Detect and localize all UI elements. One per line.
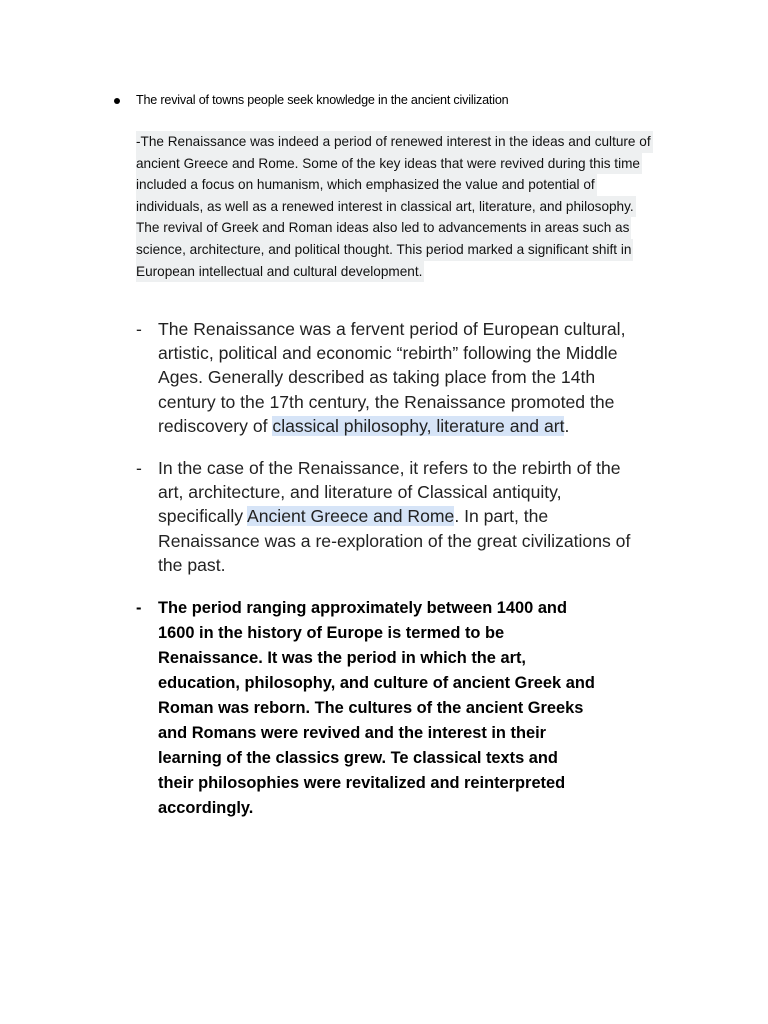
dash-item-text bbox=[158, 596, 688, 821]
paragraph-line: individuals, as well as a renewed interest in classical art, literature, and philosophy. bbox=[136, 196, 636, 218]
summary-paragraph bbox=[136, 131, 696, 282]
paragraph-line: ancient Greece and Rome. Some of the key ideas that were revived during this time bbox=[136, 153, 642, 175]
dash-marker: - bbox=[136, 599, 142, 617]
highlighted-text: classical philosophy, literature and art bbox=[272, 415, 565, 436]
text-line: the past. bbox=[158, 554, 226, 575]
paragraph-line: science, architecture, and political thought. This period marked a significant shift in bbox=[136, 239, 633, 261]
paragraph-line: -The Renaissance was indeed a period of renewed interest in the ideas and culture of bbox=[136, 131, 653, 153]
dash-marker: - bbox=[136, 319, 142, 339]
text-line: accordingly. bbox=[158, 799, 254, 817]
text-line bbox=[158, 504, 688, 528]
text-line: century to the 17th century, the Renaissance promoted the bbox=[158, 391, 615, 412]
text-line: their philosophies were revitalized and reinterpreted bbox=[158, 774, 566, 792]
text-line: art, architecture, and literature of Classical antiquity, bbox=[158, 482, 562, 503]
text-line: artistic, political and economic “rebirth” following the Middle bbox=[158, 343, 618, 364]
text-line: Roman was reborn. The cultures of the ancient Greeks bbox=[158, 699, 584, 717]
text-line: Renaissance. It was the period in which the art, bbox=[158, 649, 526, 667]
text-line: The Renaissance was a fervent period of European cultural, bbox=[158, 319, 626, 339]
text-span: rediscovery of bbox=[158, 415, 273, 436]
text-span: . In part, the bbox=[454, 506, 549, 527]
dash-item-text bbox=[158, 456, 688, 577]
dash-item-text bbox=[158, 317, 688, 438]
text-line: education, philosophy, and culture of ancient Greek and bbox=[158, 674, 595, 692]
text-line bbox=[158, 414, 688, 438]
text-line: In the case of the Renaissance, it refers to the rebirth of the bbox=[158, 458, 621, 478]
bullet-text: The revival of towns people seek knowledge in the ancient civilization bbox=[136, 93, 509, 107]
dash-marker: - bbox=[136, 458, 142, 478]
text-span: . bbox=[564, 415, 570, 436]
text-span: specifically bbox=[158, 506, 247, 527]
text-line: Renaissance was a re-exploration of the great civilizations of bbox=[158, 530, 631, 551]
text-line: learning of the classics grew. Te classical texts and bbox=[158, 749, 558, 767]
paragraph-line: The revival of Greek and Roman ideas also led to advancements in areas such as bbox=[136, 217, 631, 239]
paragraph-line: European intellectual and cultural development. bbox=[136, 261, 424, 283]
text-line: and Romans were revived and the interest in their bbox=[158, 724, 547, 742]
bullet-dot-icon bbox=[114, 98, 120, 104]
highlighted-text: Ancient Greece and Rome bbox=[246, 506, 455, 527]
text-line: Ages. Generally described as taking place from the 14th bbox=[158, 367, 596, 388]
paragraph-line: included a focus on humanism, which emphasized the value and potential of bbox=[136, 174, 597, 196]
text-line: 1600 in the history of Europe is termed to be bbox=[158, 624, 505, 642]
text-line: The period ranging approximately between 1400 and bbox=[158, 599, 567, 617]
